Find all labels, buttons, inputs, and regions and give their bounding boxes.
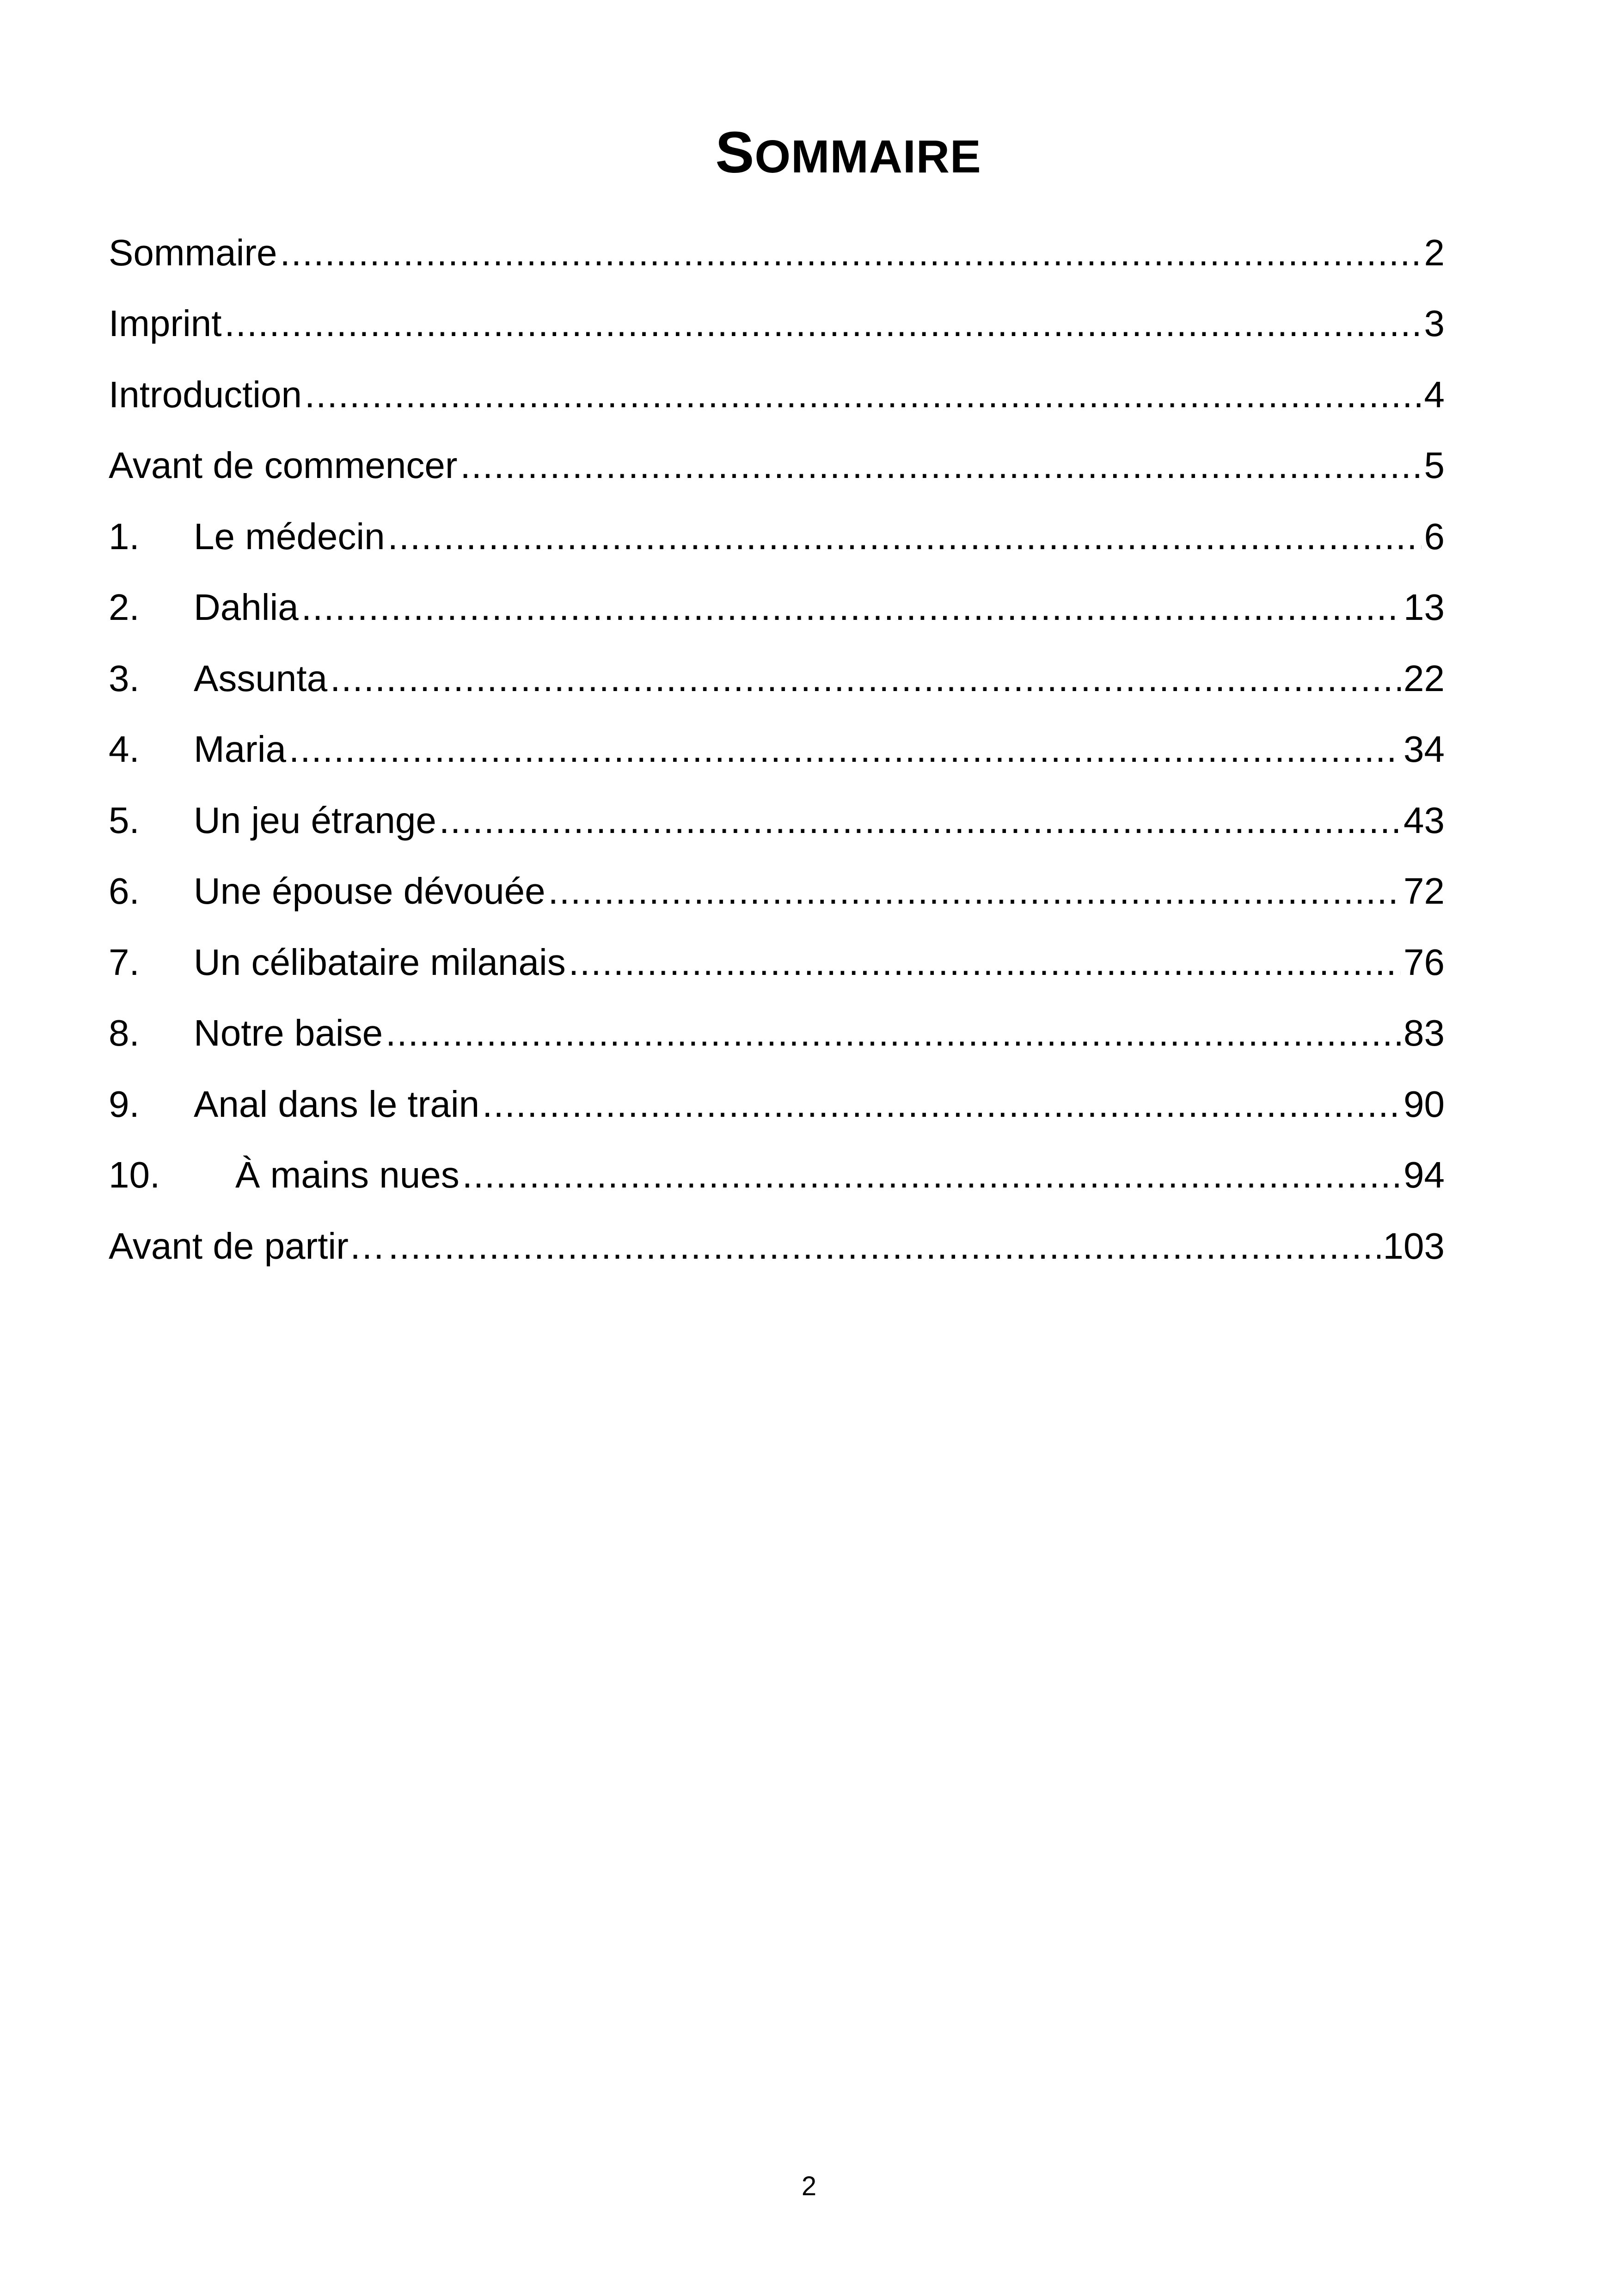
toc-leader-dots bbox=[388, 514, 1422, 560]
toc-entry-label: Dahlia bbox=[194, 587, 299, 628]
toc-entry-number: 2. bbox=[109, 587, 140, 628]
table-of-contents bbox=[109, 217, 1445, 1282]
toc-entry-page: 103 bbox=[1383, 1225, 1445, 1267]
toc-entry-avant-de-commencer[interactable] bbox=[109, 430, 1445, 502]
toc-entry-label: Le médecin bbox=[194, 515, 385, 557]
toc-entry-number: 4. bbox=[109, 729, 140, 770]
page-number: 2 bbox=[801, 2171, 817, 2201]
toc-entry-chapter-4[interactable] bbox=[109, 714, 1445, 785]
toc-entry-label: À mains nues bbox=[235, 1154, 460, 1196]
toc-entry-page: 6 bbox=[1424, 515, 1445, 557]
toc-leader-dots bbox=[460, 442, 1421, 489]
toc-entry-label: Assunta bbox=[194, 657, 328, 699]
toc-entry-number: 3. bbox=[109, 657, 140, 699]
toc-entry-chapter-10[interactable] bbox=[109, 1140, 1445, 1211]
toc-entry-label: Un célibataire milanais bbox=[194, 941, 566, 983]
toc-leader-dots bbox=[388, 1223, 1380, 1269]
toc-entry-page: 94 bbox=[1403, 1154, 1445, 1196]
toc-entry-label: Maria bbox=[194, 729, 287, 770]
toc-leader-dots bbox=[462, 1152, 1401, 1198]
toc-entry-page: 90 bbox=[1403, 1083, 1445, 1125]
toc-entry-page: 3 bbox=[1424, 303, 1445, 344]
toc-entry-page: 13 bbox=[1403, 587, 1445, 628]
toc-entry-imprint[interactable] bbox=[109, 288, 1445, 360]
toc-entry-avant-de-partir[interactable] bbox=[109, 1211, 1445, 1282]
toc-entry-label: Introduction bbox=[109, 373, 302, 415]
toc-entry-number: 9. bbox=[109, 1083, 140, 1125]
toc-entry-chapter-9[interactable] bbox=[109, 1069, 1445, 1140]
toc-entry-label: Imprint bbox=[109, 303, 222, 344]
toc-leader-dots bbox=[569, 939, 1401, 986]
toc-entry-number: 6. bbox=[109, 870, 140, 912]
toc-leader-dots bbox=[280, 230, 1422, 276]
toc-entry-number: 8. bbox=[109, 1012, 140, 1054]
toc-entry-sommaire[interactable] bbox=[109, 217, 1445, 288]
toc-entry-page: 2 bbox=[1424, 232, 1445, 273]
toc-entry-page: 4 bbox=[1424, 373, 1445, 415]
toc-entry-number: 7. bbox=[109, 941, 140, 983]
page-title bbox=[0, 118, 1618, 191]
toc-entry-label: Sommaire bbox=[109, 232, 277, 273]
title-rest: OMMAIRE bbox=[754, 131, 981, 183]
toc-entry-label: Un jeu étrange bbox=[194, 799, 436, 841]
toc-entry-number: 10. bbox=[109, 1154, 160, 1196]
toc-entry-page: 76 bbox=[1403, 941, 1445, 983]
toc-entry-chapter-1[interactable] bbox=[109, 501, 1445, 572]
toc-leader-dots bbox=[225, 300, 1422, 347]
toc-entry-chapter-2[interactable] bbox=[109, 572, 1445, 643]
toc-entry-label: Anal dans le train bbox=[194, 1083, 480, 1125]
toc-entry-number: 5. bbox=[109, 799, 140, 841]
toc-leader-dots bbox=[482, 1081, 1401, 1127]
toc-entry-page: 72 bbox=[1403, 870, 1445, 912]
toc-entry-chapter-5[interactable] bbox=[109, 785, 1445, 856]
toc-entry-number: 1. bbox=[109, 515, 140, 557]
toc-entry-page: 34 bbox=[1403, 729, 1445, 770]
toc-entry-page: 83 bbox=[1403, 1012, 1445, 1054]
toc-entry-introduction[interactable] bbox=[109, 359, 1445, 430]
title-first-letter: S bbox=[715, 120, 755, 185]
toc-entry-chapter-3[interactable] bbox=[109, 643, 1445, 714]
toc-entry-label: Avant de commencer bbox=[109, 445, 458, 486]
toc-entry-page: 43 bbox=[1403, 799, 1445, 841]
toc-entry-page: 5 bbox=[1424, 445, 1445, 486]
toc-entry-label: Avant de partir… bbox=[109, 1225, 386, 1267]
toc-leader-dots bbox=[386, 1010, 1401, 1056]
toc-leader-dots bbox=[301, 584, 1401, 631]
toc-entry-page: 22 bbox=[1403, 657, 1445, 699]
toc-leader-dots bbox=[548, 868, 1401, 914]
toc-entry-label: Une épouse dévouée bbox=[194, 870, 545, 912]
toc-leader-dots bbox=[289, 726, 1401, 772]
toc-leader-dots bbox=[305, 372, 1421, 418]
toc-entry-chapter-7[interactable] bbox=[109, 927, 1445, 998]
toc-leader-dots bbox=[439, 797, 1401, 844]
toc-leader-dots bbox=[330, 655, 1401, 702]
toc-entry-label: Notre baise bbox=[194, 1012, 383, 1054]
toc-entry-chapter-6[interactable] bbox=[109, 856, 1445, 927]
toc-entry-chapter-8[interactable] bbox=[109, 998, 1445, 1069]
